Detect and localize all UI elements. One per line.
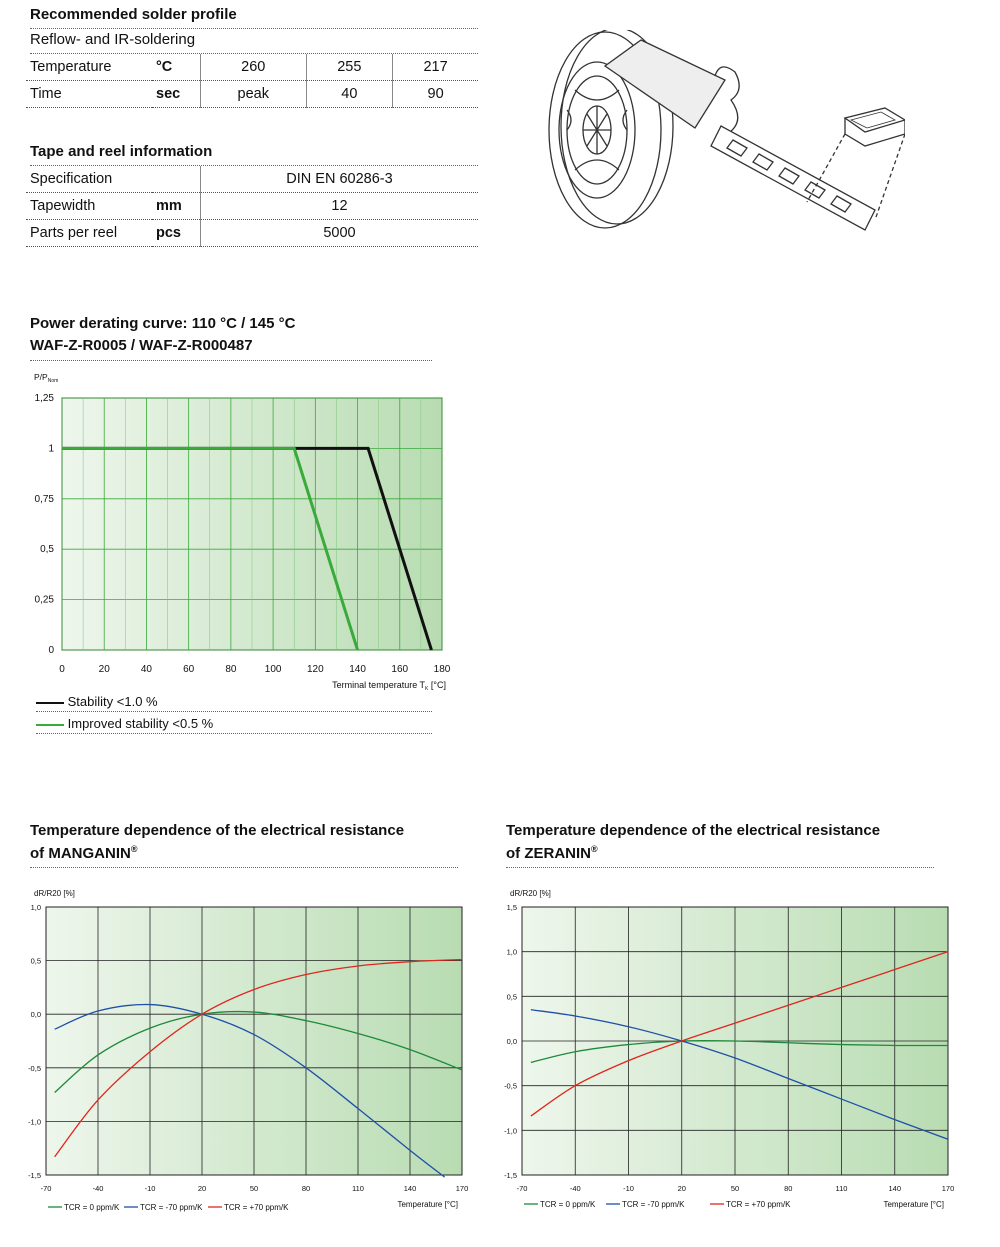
y-axis-label: dR/R20 [%] — [510, 889, 551, 898]
row-unit: mm — [152, 193, 201, 220]
row-label: Specification — [26, 166, 152, 193]
y-tick-label: 1,0 — [30, 903, 41, 912]
row-unit: pcs — [152, 220, 201, 247]
cell: peak — [201, 81, 307, 108]
y-tick-label: 0,0 — [30, 1010, 41, 1020]
tape-reel-illustration — [545, 30, 905, 260]
y-tick-label: 0,0 — [506, 1037, 517, 1046]
legend-stability — [36, 694, 158, 709]
x-tick-label: 140 — [888, 1184, 902, 1193]
cell: 5000 — [201, 220, 479, 247]
y-tick-label: 0,5 — [506, 992, 517, 1002]
x-tick-label: 170 — [455, 1184, 469, 1193]
solder-table — [26, 54, 478, 108]
table-row — [26, 220, 478, 247]
y-axis-label: dR/R20 [%] — [34, 889, 75, 898]
y-tick-label: 0 — [48, 645, 54, 656]
x-tick-label: 180 — [433, 664, 451, 675]
cell: DIN EN 60286-3 — [201, 166, 479, 193]
zeranin-title-2 — [506, 844, 598, 862]
legend-swatch-black — [36, 702, 64, 704]
manganin-chart — [0, 880, 490, 1220]
y-tick-label: 0,5 — [40, 544, 54, 556]
y-tick-label: -1,5 — [504, 1171, 517, 1180]
x-tick-label: 110 — [352, 1184, 364, 1193]
row-label: Parts per reel — [26, 220, 152, 247]
x-tick-label: 120 — [306, 664, 324, 675]
table-row — [26, 81, 478, 108]
y-tick-label: 1,5 — [506, 903, 517, 912]
x-tick-label: -40 — [92, 1184, 104, 1193]
legend-swatch-green — [36, 724, 64, 726]
manganin-title-2 — [30, 844, 137, 862]
x-axis-label: Temperature [°C] — [883, 1200, 944, 1209]
legend-label: TCR = +70 ppm/K — [224, 1203, 289, 1212]
x-tick-label: -10 — [144, 1184, 156, 1193]
y-tick-label: 0,5 — [30, 956, 41, 966]
x-tick-label: 0 — [59, 664, 65, 675]
tape-title: Tape and reel information — [30, 143, 213, 160]
y-tick-label: -1,0 — [28, 1117, 41, 1127]
registered-mark: ® — [591, 844, 598, 854]
x-tick-label: 60 — [183, 664, 195, 675]
legend-label: TCR = -70 ppm/K — [622, 1200, 685, 1209]
x-tick-label: 50 — [249, 1184, 259, 1193]
y-tick-label: 0,75 — [34, 493, 54, 505]
registered-mark: ® — [130, 844, 138, 854]
solder-subtitle: Reflow- and IR-soldering — [30, 31, 196, 48]
cell: 217 — [393, 54, 478, 81]
x-tick-label: 20 — [197, 1184, 207, 1193]
legend-label: Stability <1.0 % — [67, 694, 158, 709]
x-tick-label: -70 — [516, 1184, 528, 1193]
row-unit — [152, 166, 201, 193]
x-tick-label: 40 — [140, 664, 153, 675]
y-axis-label: $P/P_{Nom}$ — [34, 372, 59, 384]
derating-title-2: WAF-Z-R0005 / WAF-Z-R000487 — [30, 337, 253, 354]
legend-label: TCR = +70 ppm/K — [726, 1200, 791, 1209]
row-unit: °C — [152, 54, 201, 81]
table-row — [26, 193, 478, 220]
derating-chart — [0, 365, 470, 695]
y-tick-label: 1 — [48, 443, 54, 455]
legend-label: Improved stability <0.5 % — [67, 716, 214, 731]
x-tick-label: -10 — [623, 1184, 634, 1193]
y-tick-label: -0,5 — [28, 1063, 41, 1073]
y-tick-label: -1,0 — [504, 1126, 517, 1136]
tape-table — [26, 166, 478, 247]
x-axis-label: Temperature [°C] — [397, 1200, 458, 1209]
x-tick-label: 160 — [391, 664, 409, 675]
x-tick-label: 20 — [98, 664, 110, 675]
legend-label: TCR = 0 ppm/K — [64, 1203, 120, 1212]
x-tick-label: 140 — [403, 1184, 417, 1193]
x-tick-label: 110 — [835, 1184, 848, 1193]
y-tick-label: 1,0 — [506, 947, 517, 957]
zeranin-chart — [476, 880, 976, 1220]
y-tick-label: -0,5 — [504, 1081, 517, 1091]
x-tick-label: 80 — [301, 1184, 311, 1193]
legend-improved — [36, 716, 213, 731]
x-tick-label: 100 — [264, 664, 282, 675]
zeranin-title-1: Temperature dependence of the electrical resistance — [506, 822, 881, 839]
cell: 260 — [201, 54, 307, 81]
zeranin-title-text: of ZERANIN — [506, 845, 591, 862]
y-tick-label: -1,5 — [28, 1171, 41, 1180]
row-unit: sec — [152, 81, 201, 108]
x-tick-label: 140 — [349, 664, 366, 675]
y-tick-label: 1,25 — [34, 393, 54, 404]
legend-label: TCR = 0 ppm/K — [540, 1200, 596, 1209]
derating-title-1: Power derating curve: 110 °C / 145 °C — [30, 315, 296, 332]
table-row — [26, 54, 478, 81]
legend-label: TCR = -70 ppm/K — [140, 1203, 203, 1212]
row-label: Time — [26, 81, 152, 108]
x-tick-label: -40 — [569, 1184, 581, 1193]
x-tick-label: -70 — [40, 1184, 52, 1193]
x-tick-label: 20 — [677, 1184, 686, 1193]
y-tick-label: 0,25 — [34, 594, 54, 606]
x-tick-label: 50 — [730, 1184, 740, 1193]
manganin-title-1: Temperature dependence of the electrical resistance — [30, 822, 405, 839]
table-row — [26, 166, 478, 193]
row-label: Temperature — [26, 54, 152, 81]
cell: 90 — [393, 81, 478, 108]
row-label: Tapewidth — [26, 193, 152, 220]
cell: 40 — [306, 81, 393, 108]
x-axis-label: Terminal temperature $T_K$ [°C] — [332, 680, 446, 692]
x-tick-label: 170 — [941, 1184, 955, 1193]
x-tick-label: 80 — [784, 1184, 793, 1193]
cell: 255 — [306, 54, 393, 81]
solder-title: Recommended solder profile — [30, 6, 237, 23]
cell: 12 — [201, 193, 479, 220]
x-tick-label: 80 — [225, 664, 237, 675]
manganin-title-text: of MANGANIN — [30, 845, 131, 862]
